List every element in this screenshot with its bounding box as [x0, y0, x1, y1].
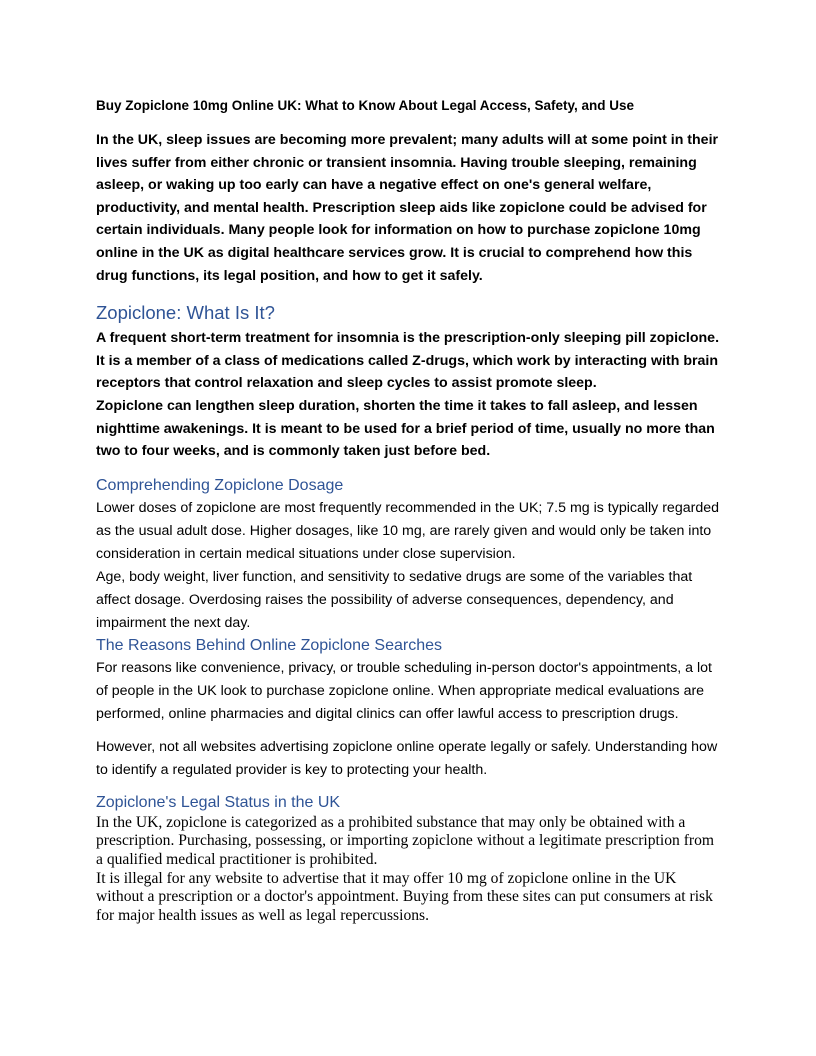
online-paragraph-1: For reasons like convenience, privacy, or trouble scheduling in-person doctor's appointments, a lot of people in the UK look to purchase zopiclone online. When appropriate medical evaluations are performed, online pharmacies and digital clinics can offer lawful access to prescription drugs.	[96, 659, 712, 722]
intro-paragraph: In the UK, sleep issues are becoming more prevalent; many adults will at some point in their lives suffer from either chronic or transient insomnia. Having trouble sleeping, remaining asleep, or waking up too early can have a negative effect on one's general welfare, productivity, and mental health. Prescription sleep aids like zopiclone could be advised for certain individuals. Many people look for information on how to purchase zopiclone 10mg online in the UK as digital healthcare services grow. It is crucial to comprehend how this drug functions, its legal position, and how to get it safely.	[96, 132, 719, 284]
online-paragraph-2: However, not all websites advertising zopiclone online operate legally or safely. Understanding how to identify a regulated provider is key to protecting your health.	[96, 738, 718, 778]
document-title: Buy Zopiclone 10mg Online UK: What to Know About Legal Access, Safety, and Use	[96, 98, 635, 113]
document-body	[96, 96, 722, 925]
what-is-paragraph-1: A frequent short-term treatment for insomnia is the prescription-only sleeping pill zopiclone. It is a member of a class of medications called Z-drugs, which work by interacting with brain receptors that control relaxation and sleep cycles to assist promote sleep.	[96, 330, 720, 392]
section-heading-dosage: Comprehending Zopiclone Dosage	[96, 476, 344, 494]
legal-paragraph-2: It is illegal for any website to advertise that it may offer 10 mg of zopiclone online in the UK without a prescription or a doctor's appointment. Buying from these sites can put consumers at risk for major health issues as well as legal repercussions.	[96, 869, 713, 924]
dosage-paragraph-2: Age, body weight, liver function, and sensitivity to sedative drugs are some of the variables that affect dosage. Overdosing raises the possibility of adverse consequences, dependency, and impairment the next day.	[96, 568, 693, 631]
dosage-paragraph-1: Lower doses of zopiclone are most frequently recommended in the UK; 7.5 mg is typically regarded as the usual adult dose. Higher dosages, like 10 mg, are rarely given and would only be taken into consideration in certain medical situations under close supervision.	[96, 499, 719, 562]
section-heading-online-searches: The Reasons Behind Online Zopiclone Searches	[96, 636, 442, 654]
section-heading-legal-status: Zopiclone's Legal Status in the UK	[96, 793, 341, 811]
legal-paragraph-1: In the UK, zopiclone is categorized as a prohibited substance that may only be obtained with a prescription. Purchasing, possessing, or importing zopiclone without a legitimate prescription from a qualified medical practitioner is prohibited.	[96, 813, 715, 868]
what-is-paragraph-2: Zopiclone can lengthen sleep duration, shorten the time it takes to fall asleep, and lessen nighttime awakenings. It is meant to be used for a brief period of time, usually no more than two to four weeks, and is commonly taken just before bed.	[96, 397, 715, 460]
section-heading-what-is: Zopiclone: What Is It?	[96, 302, 275, 324]
